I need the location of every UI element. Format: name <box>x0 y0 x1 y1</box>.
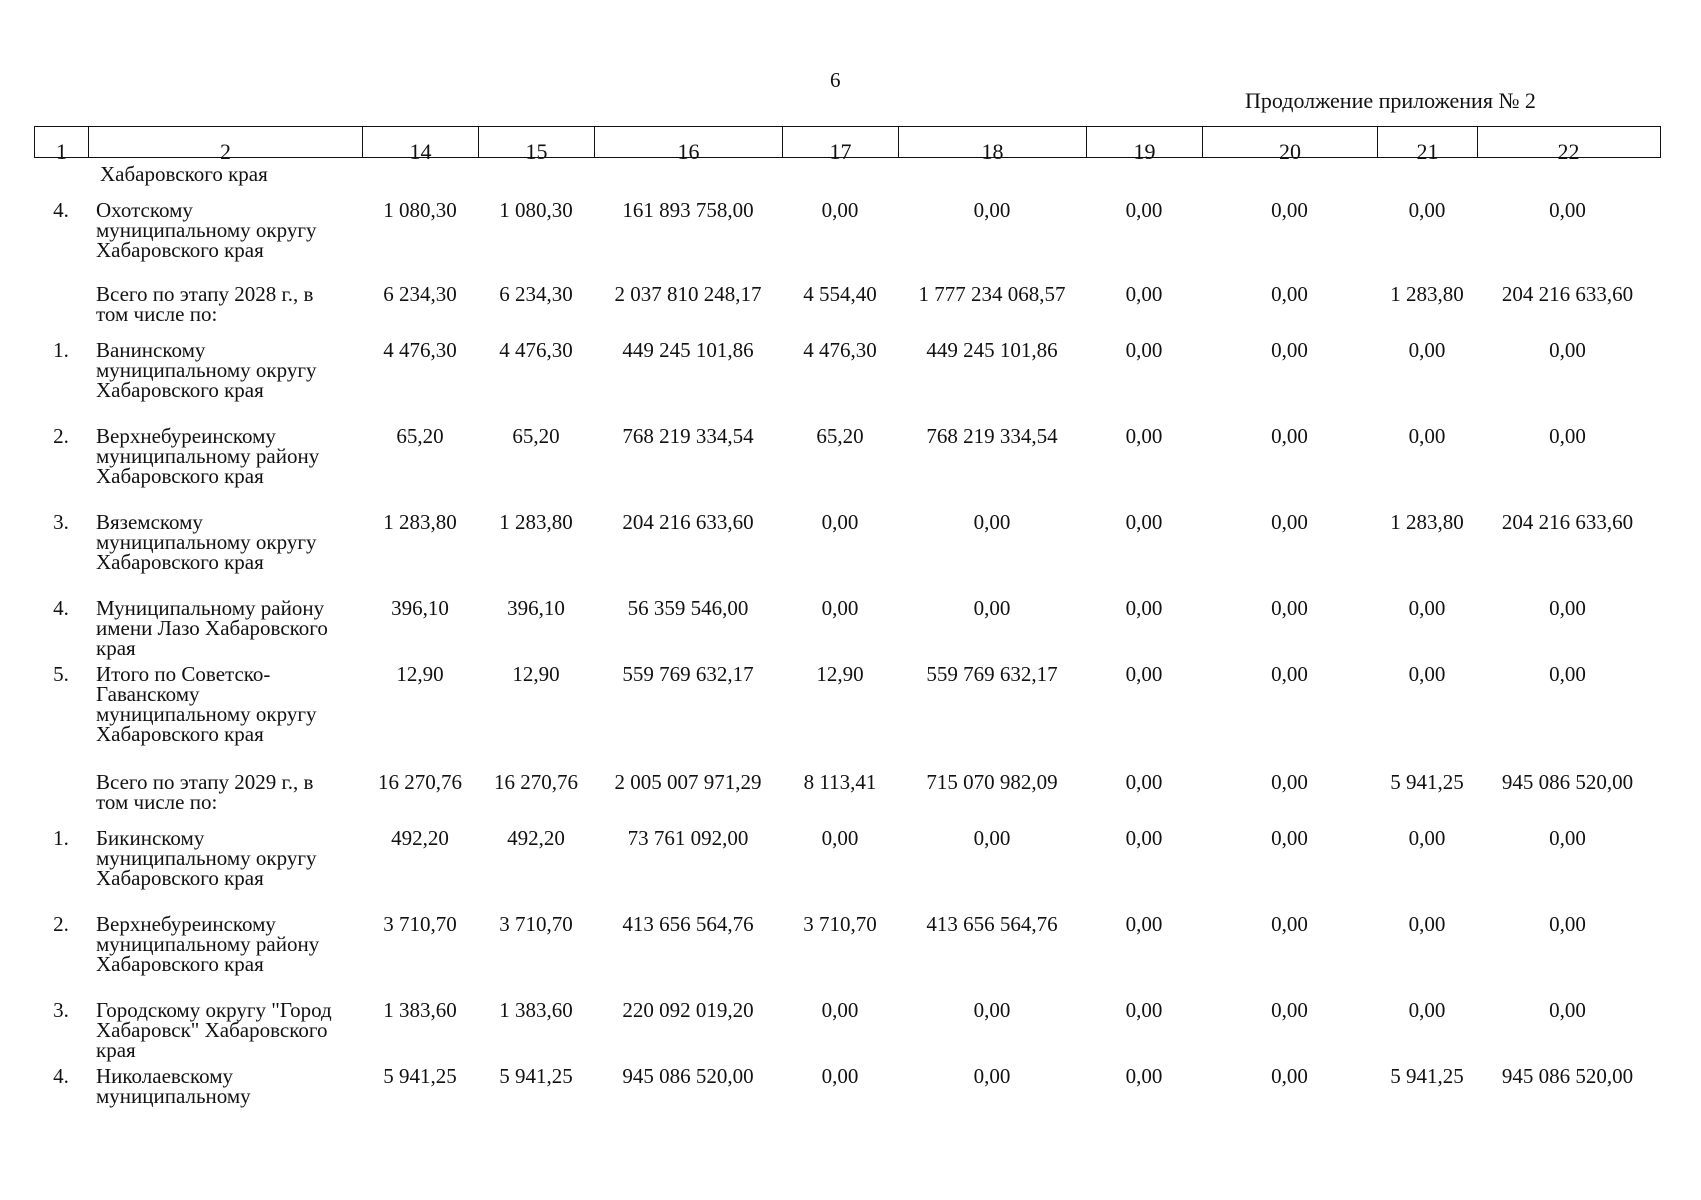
row-number: 4. <box>53 596 69 620</box>
row-number: 4. <box>53 1064 69 1088</box>
col-15-value: 1 080,30 <box>499 198 573 222</box>
col-20-value: 0,00 <box>1271 424 1308 448</box>
col-16-value: 161 893 758,00 <box>622 198 754 222</box>
col-18-value: 0,00 <box>973 998 1011 1022</box>
table-row <box>34 200 1661 260</box>
col-16-value: 220 092 019,20 <box>622 998 754 1022</box>
col-15-value: 6 234,30 <box>499 282 573 306</box>
col-17-value: 0,00 <box>821 510 859 534</box>
col-22-value: 204 216 633,60 <box>1501 282 1634 306</box>
row-number: 3. <box>53 998 69 1022</box>
row-name: Вяземскому муниципальному округу Хабаровского края <box>96 510 317 574</box>
col-20-value: 0,00 <box>1271 198 1308 222</box>
col-14-value: 3 710,70 <box>383 912 457 936</box>
col-14-value: 65,20 <box>396 424 444 448</box>
header-col-22: 22 <box>1557 139 1580 164</box>
row-number: 3. <box>53 510 69 534</box>
col-14-value: 6 234,30 <box>383 282 457 306</box>
col-16-value: 413 656 564,76 <box>622 912 754 936</box>
row-name: Ванинскому муниципальному округу Хабаровского края <box>96 338 317 402</box>
row-name: Всего по этапу 2029 г., в том числе по: <box>96 770 314 814</box>
col-21-value: 1 283,80 <box>1390 282 1464 306</box>
row-number: 2. <box>53 912 69 936</box>
col-14-value: 4 476,30 <box>383 338 457 362</box>
col-19-value: 0,00 <box>1125 282 1163 306</box>
row-number: 1. <box>53 338 69 362</box>
row-number: 2. <box>53 424 69 448</box>
col-17-value: 0,00 <box>821 596 859 620</box>
col-21-value: 5 941,25 <box>1390 1064 1464 1088</box>
col-17-value: 8 113,41 <box>803 770 877 794</box>
col-17-value: 0,00 <box>821 826 859 850</box>
row-number <box>34 284 88 324</box>
col-18-value: 768 219 334,54 <box>926 424 1058 448</box>
col-16-value: 559 769 632,17 <box>622 662 754 686</box>
col-17-value: 65,20 <box>816 424 864 448</box>
col-18-value: 0,00 <box>973 596 1011 620</box>
col-19-value: 0,00 <box>1125 424 1163 448</box>
carried-over-text: Хабаровского края <box>100 162 268 186</box>
col-14-value: 1 080,30 <box>383 198 457 222</box>
col-15-value: 4 476,30 <box>499 338 573 362</box>
col-15-value: 3 710,70 <box>499 912 573 936</box>
row-name: Всего по этапу 2028 г., в том числе по: <box>96 282 314 326</box>
col-19-value: 0,00 <box>1125 1064 1163 1088</box>
col-20-value: 0,00 <box>1271 770 1308 794</box>
row-number: 5. <box>53 662 69 686</box>
col-22-value: 945 086 520,00 <box>1501 1064 1634 1088</box>
col-18-value: 1 777 234 068,57 <box>918 282 1066 306</box>
col-21-value: 1 283,80 <box>1390 510 1464 534</box>
col-18-value: 0,00 <box>973 198 1011 222</box>
row-name: Верхнебуреинскому муниципальному району Хабаровского края <box>96 912 320 976</box>
col-20-value: 0,00 <box>1271 596 1308 620</box>
col-16-value: 56 359 546,00 <box>627 596 749 620</box>
page-number: 6 <box>830 68 841 92</box>
header-col-1: 1 <box>35 127 89 157</box>
col-21-value: 0,00 <box>1408 198 1446 222</box>
table-row <box>34 340 1661 400</box>
col-15-value: 12,90 <box>512 662 560 686</box>
col-16-value: 768 219 334,54 <box>622 424 754 448</box>
header-col-17: 17 <box>783 127 899 157</box>
col-15-value: 5 941,25 <box>499 1064 573 1088</box>
col-19-value: 0,00 <box>1125 596 1163 620</box>
header-col-2: 2 <box>89 127 363 157</box>
col-22-value: 0,00 <box>1549 662 1586 686</box>
col-16-value: 204 216 633,60 <box>622 510 754 534</box>
col-19-value: 0,00 <box>1125 662 1163 686</box>
table-row <box>34 664 1661 744</box>
col-14-value: 492,20 <box>391 826 449 850</box>
table-row <box>34 1066 1661 1106</box>
col-16-value: 2 005 007 971,29 <box>614 770 762 794</box>
col-20-value: 0,00 <box>1271 282 1308 306</box>
header-col-18: 18 <box>899 127 1087 157</box>
col-22-value: 0,00 <box>1549 596 1586 620</box>
col-20-value: 0,00 <box>1271 998 1308 1022</box>
col-21-value: 0,00 <box>1408 596 1446 620</box>
col-20-value: 0,00 <box>1271 912 1308 936</box>
col-16-value: 73 761 092,00 <box>627 826 749 850</box>
col-17-value: 12,90 <box>816 662 864 686</box>
col-22-value: 0,00 <box>1549 998 1586 1022</box>
col-16-value: 449 245 101,86 <box>622 338 754 362</box>
col-20-value: 0,00 <box>1271 662 1308 686</box>
col-18-value: 0,00 <box>973 1064 1011 1088</box>
col-19-value: 0,00 <box>1125 998 1163 1022</box>
row-number <box>34 772 88 812</box>
col-22-value: 0,00 <box>1549 424 1586 448</box>
col-17-value: 0,00 <box>821 1064 859 1088</box>
col-19-value: 0,00 <box>1125 770 1163 794</box>
col-19-value: 0,00 <box>1125 912 1163 936</box>
table-row <box>34 1000 1661 1060</box>
col-14-value: 396,10 <box>391 596 449 620</box>
row-number: 1. <box>53 826 69 850</box>
col-14-value: 12,90 <box>396 662 444 686</box>
col-19-value: 0,00 <box>1125 826 1163 850</box>
row-name: Итого по Советско-Гаванскому муниципальному округу Хабаровского края <box>96 662 317 746</box>
col-14-value: 1 283,80 <box>383 510 457 534</box>
row-name: Верхнебуреинскому муниципальному району Хабаровского края <box>96 424 320 488</box>
col-18-value: 413 656 564,76 <box>926 912 1058 936</box>
col-15-value: 492,20 <box>507 826 565 850</box>
header-col-15: 15 <box>479 127 595 157</box>
col-18-value: 0,00 <box>973 826 1011 850</box>
table-row <box>34 828 1661 888</box>
row-number: 4. <box>53 198 69 222</box>
col-14-value: 16 270,76 <box>378 770 462 794</box>
col-21-value: 0,00 <box>1408 662 1446 686</box>
table-row <box>34 426 1661 486</box>
header-col-14: 14 <box>363 127 479 157</box>
col-17-value: 0,00 <box>821 998 859 1022</box>
col-19-value: 0,00 <box>1125 510 1163 534</box>
col-14-value: 5 941,25 <box>383 1064 457 1088</box>
appendix-continuation-note: Продолжение приложения № 2 <box>1245 88 1536 113</box>
header-col-21: 21 <box>1378 127 1478 157</box>
col-21-value: 0,00 <box>1408 998 1446 1022</box>
col-15-value: 1 383,60 <box>499 998 573 1022</box>
col-15-value: 1 283,80 <box>499 510 573 534</box>
row-name: Городскому округу "Город Хабаровск" Хабаровского края <box>96 998 332 1062</box>
col-14-value: 1 383,60 <box>383 998 457 1022</box>
row-name: Муниципальному району имени Лазо Хабаровского края <box>96 596 328 660</box>
col-16-value: 2 037 810 248,17 <box>614 282 762 306</box>
col-22-value: 204 216 633,60 <box>1501 510 1634 534</box>
col-21-value: 5 941,25 <box>1390 770 1464 794</box>
col-22-value: 0,00 <box>1549 338 1586 362</box>
table-header <box>34 126 1661 164</box>
col-19-value: 0,00 <box>1125 338 1163 362</box>
table-row <box>34 512 1661 572</box>
col-17-value: 4 554,40 <box>803 282 877 306</box>
col-18-value: 715 070 982,09 <box>926 770 1058 794</box>
col-20-value: 0,00 <box>1271 510 1308 534</box>
col-18-value: 559 769 632,17 <box>926 662 1058 686</box>
col-15-value: 65,20 <box>512 424 560 448</box>
col-22-value: 0,00 <box>1549 912 1586 936</box>
col-17-value: 3 710,70 <box>803 912 877 936</box>
col-21-value: 0,00 <box>1408 338 1446 362</box>
col-19-value: 0,00 <box>1125 198 1163 222</box>
col-22-value: 945 086 520,00 <box>1501 770 1634 794</box>
col-20-value: 0,00 <box>1271 1064 1308 1088</box>
col-17-value: 4 476,30 <box>803 338 877 362</box>
header-col-20: 20 <box>1203 127 1378 157</box>
col-15-value: 16 270,76 <box>494 770 578 794</box>
header-col-16: 16 <box>595 127 783 157</box>
table-row <box>34 284 1661 324</box>
header-col-19: 19 <box>1087 127 1203 157</box>
table-row <box>34 772 1661 812</box>
col-18-value: 449 245 101,86 <box>926 338 1058 362</box>
col-20-value: 0,00 <box>1271 338 1308 362</box>
col-15-value: 396,10 <box>507 596 565 620</box>
col-18-value: 0,00 <box>973 510 1011 534</box>
col-22-value: 0,00 <box>1549 198 1586 222</box>
col-20-value: 0,00 <box>1271 826 1308 850</box>
col-21-value: 0,00 <box>1408 912 1446 936</box>
table-row <box>34 914 1661 974</box>
row-name: Бикинскому муниципальному округу Хабаровского края <box>96 826 317 890</box>
table-row <box>34 598 1661 658</box>
row-name: Охотскому муниципальному округу Хабаровского края <box>96 198 317 262</box>
col-21-value: 0,00 <box>1408 826 1446 850</box>
col-17-value: 0,00 <box>821 198 859 222</box>
col-22-value: 0,00 <box>1549 826 1586 850</box>
col-21-value: 0,00 <box>1408 424 1446 448</box>
col-16-value: 945 086 520,00 <box>622 1064 754 1088</box>
row-name: Николаевскому муниципальному <box>96 1064 251 1108</box>
